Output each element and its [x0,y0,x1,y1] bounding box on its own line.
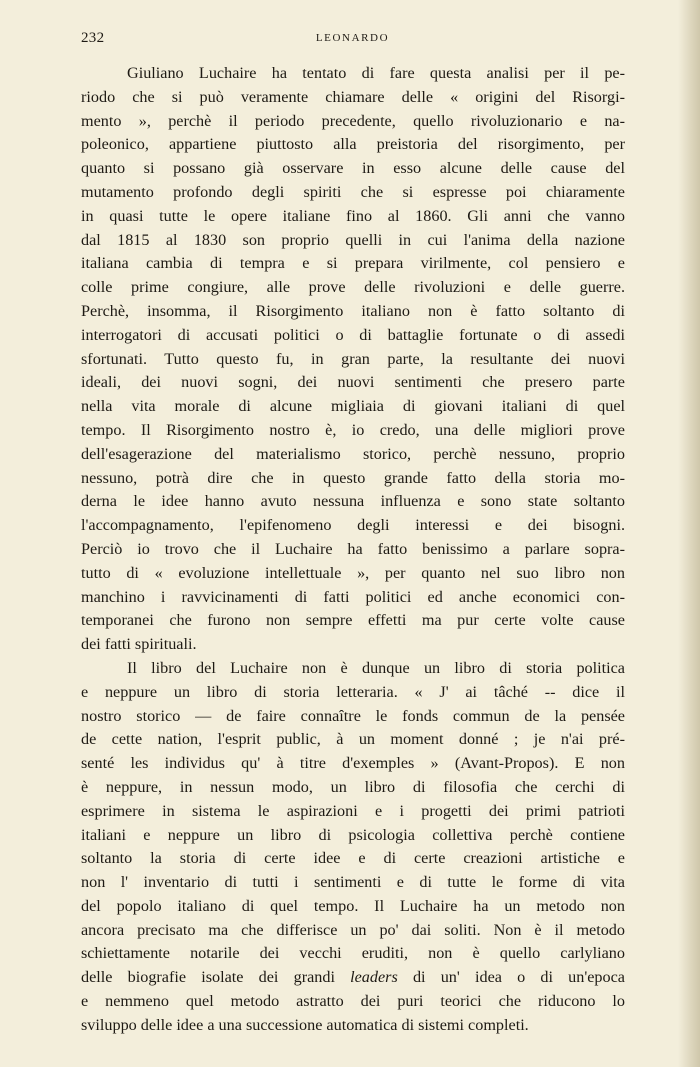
text-line: colle prime congiure, alle prove delle rivoluzioni e delle guerre. [81,278,625,297]
text-line: sfortunati. Tutto questo fu, in gran parte, la resultante dei nuovi [81,349,625,368]
text-line: de cette nation, l'esprit public, à un moment donné ; je n'ai pré- [81,730,625,749]
text-line: del popolo italiano di quel tempo. Il Luchaire ha un metodo non [81,896,625,915]
text-line: in quasi tutte le opere italiane fino al 1860. Gli anni che vanno [81,206,625,225]
text-line: dal 1815 al 1830 son proprio quelli in cui l'anima della nazione [81,230,625,249]
text-line: nessuno, potrà dire che in questo grande fatto della storia mo- [81,468,625,487]
text-line: Il libro del Luchaire non è dunque un libro di storia politica [127,658,625,677]
text-line: schiettamente notarile dei vecchi eruditi, non è quello carlyliano [81,944,625,963]
text-span: delle biografie isolate dei grandi [81,968,335,987]
text-line: e nemmeno quel metodo astratto dei puri teorici che riducono lo [81,992,625,1011]
text-line: senté les individus qu' à titre d'exemples » (Avant-Propos). E non [81,754,625,773]
text-line: italiani e neppure un libro di psicologia collettiva perchè contiene [81,825,625,844]
text-line: ideali, dei nuovi sogni, dei nuovi sentimenti che presero parte [81,373,625,392]
text-line: poleonico, appartiene piuttosto alla preistoria del risorgimento, per [81,135,625,154]
body-text [81,62,625,1038]
text-line: quanto si possano già osservare in esso alcune delle cause del [81,159,625,178]
text-line: l'accompagnamento, l'epifenomeno degli interessi e dei bisogni. [81,516,625,535]
text-line [81,966,625,990]
page-edge-shadow [678,0,700,1067]
italic-word: leaders [350,968,398,987]
text-line: tempo. Il Risorgimento nostro è, io credo, una delle migliori prove [81,420,625,439]
text-line: e neppure un libro di storia letteraria. « J' ai tâché -- dice il [81,682,625,701]
text-line: manchino i ravvicinamenti di fatti politici ed anche economici con- [81,587,625,606]
text-line: tutto di « evoluzione intellettuale », per quanto nel suo libro non [81,563,625,582]
text-line: ancora precisato ma che differisce un po' dai soliti. Non è il metodo [81,920,625,939]
running-head: LEONARDO [315,32,390,44]
text-line: non l' inventario di tutti i sentimenti e di tutte le forme di vita [81,873,625,892]
text-line: dei fatti spirituali. [81,635,197,654]
text-line: Perchè, insomma, il Risorgimento italiano non è fatto soltanto di [81,301,625,320]
text-line: Giuliano Luchaire ha tentato di fare questa analisi per il pe- [127,64,625,82]
text-line: mutamento profondo degli spiriti che si espresse poi chiaramente [81,182,625,201]
text-line: nostro storico — de faire connaître le fonds commun de la pensée [81,706,625,725]
text-line: sviluppo delle idee a una successione automatica di sistemi completi. [81,1015,529,1034]
text-line: esprimere in sistema le aspirazioni e i progetti dei primi patrioti [81,801,625,820]
page-number: 232 [81,30,105,46]
text-line: mento », perchè il periodo precedente, quello rivoluzionario e na- [81,111,625,130]
text-line: interrogatori di accusati politici o di battaglie fortunate o di assedi [81,325,625,344]
text-span: di un' idea o di un'epoca [412,968,625,987]
text-line: dell'esagerazione del materialismo storico, perchè nessuno, proprio [81,444,625,463]
paragraph-1 [81,62,625,657]
text-line: derna le idee hanno avuto nessuna influenza e sono state soltanto [81,492,625,511]
text-line: Perciò io trovo che il Luchaire ha fatto benissimo a parlare sopra- [81,539,625,558]
page-header [81,30,624,50]
text-line: italiana cambia di tempra e si prepara virilmente, col pensiero e [81,254,625,273]
text-line: nella vita morale di alcune migliaia di giovani italiani di quel [81,397,625,416]
text-line: è neppure, in nessun modo, un libro di filosofia che cerchi di [81,777,625,796]
paragraph-2 [81,657,625,1038]
text-line: soltanto la storia di certe idee e di certe creazioni artistiche e [81,849,625,868]
text-line: riodo che si può veramente chiamare delle « origini del Risorgi- [81,87,625,106]
text-line: temporanei che furono non sempre effetti ma pur certe volte cause [81,611,625,630]
